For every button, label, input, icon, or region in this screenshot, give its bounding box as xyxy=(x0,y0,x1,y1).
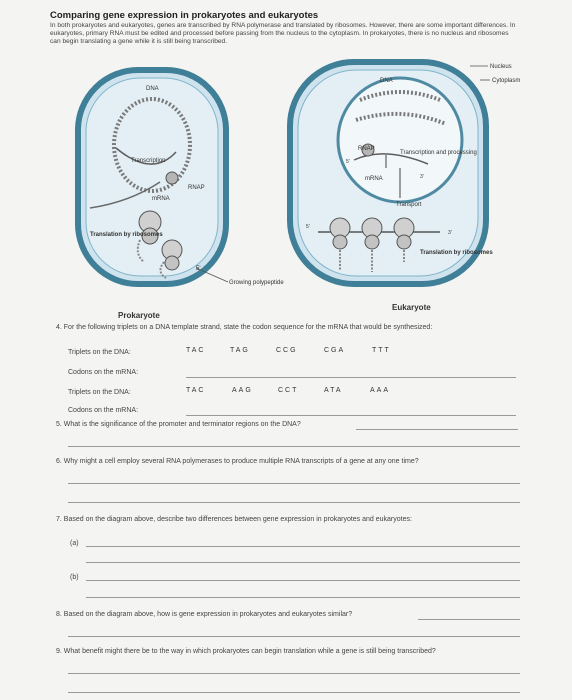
triplet-2-3: CCT xyxy=(278,387,299,394)
answer-line-q9-b[interactable] xyxy=(68,692,520,693)
question-7b-label: (b) xyxy=(70,574,79,581)
prokaryote-ribosome-2 xyxy=(162,240,182,270)
triplet-1-4: CGA xyxy=(324,347,346,354)
triplet-2-1: TAC xyxy=(186,387,206,394)
answer-line-q8-b[interactable] xyxy=(68,636,520,637)
answer-line-q5-b[interactable] xyxy=(68,446,520,447)
eukaryote-ribosome-3 xyxy=(394,218,414,249)
euk-mrna-label: mRNA xyxy=(365,176,383,182)
growing-polypeptide-label: Growing polypeptide xyxy=(229,280,284,286)
answer-line-codons-1[interactable] xyxy=(186,377,516,378)
prok-mrna-label: mRNA xyxy=(152,196,170,202)
euk-cytoplasm-label: Cytoplasm xyxy=(492,78,521,84)
answer-line-q9-a[interactable] xyxy=(68,673,520,674)
euk-three-prime-a-label: 3' xyxy=(420,174,424,180)
euk-transport-label: Transport xyxy=(396,202,422,208)
answer-line-q6-a[interactable] xyxy=(68,483,520,484)
question-5: 5. What is the significance of the promoter and terminator regions on the DNA? xyxy=(56,421,301,428)
euk-five-prime-a-label: 5' xyxy=(346,159,350,165)
codons-label-2: Codons on the mRNA: xyxy=(68,407,139,414)
eukaryote-ribosome-1 xyxy=(330,218,350,249)
prok-five-prime-label: 5' xyxy=(196,266,201,272)
question-8: 8. Based on the diagram above, how is gene expression in prokaryotes and eukaryotes similar? xyxy=(56,611,353,618)
question-6: 6. Why might a cell employ several RNA polymerases to produce multiple RNA transcripts of a gene at any one time? xyxy=(56,458,419,465)
prok-translation-label: Translation by ribosomes xyxy=(90,232,163,238)
prokaryote-cell-inner xyxy=(86,78,218,276)
euk-three-prime-b-label: 3' xyxy=(448,230,452,236)
euk-five-prime-b-label: 5' xyxy=(306,224,310,230)
euk-translation-label: Translation by ribosomes xyxy=(420,250,493,256)
question-7a-label: (a) xyxy=(70,540,79,547)
triplets-label-2: Triplets on the DNA: xyxy=(68,389,131,396)
answer-line-q7a-a[interactable] xyxy=(86,546,520,547)
answer-line-q7a-b[interactable] xyxy=(86,562,520,563)
euk-nucleus-label: Nucleus xyxy=(490,64,512,70)
question-9: 9. What benefit might there be to the way in which prokaryotes can begin translation while a gene is still being transcribed? xyxy=(56,648,436,655)
answer-line-q5-a[interactable] xyxy=(356,429,518,430)
answer-line-q7b-a[interactable] xyxy=(86,580,520,581)
prokaryote-caption: Prokaryote xyxy=(118,311,160,320)
answer-line-q8-a[interactable] xyxy=(418,619,520,620)
triplets-label-1: Triplets on the DNA: xyxy=(68,349,131,356)
euk-rnap-label: RNAP xyxy=(358,146,375,152)
triplet-2-5: AAA xyxy=(370,387,391,394)
question-4: 4. For the following triplets on a DNA template strand, state the codon sequence for the mRNA that would be synthesized: xyxy=(56,324,433,331)
answer-line-q7b-b[interactable] xyxy=(86,597,520,598)
gene-expression-diagram xyxy=(0,0,572,330)
worksheet-title: Comparing gene expression in prokaryotes and eukaryotes xyxy=(50,10,319,21)
prokaryote-ribosome-1 xyxy=(139,211,161,244)
codons-label-1: Codons on the mRNA: xyxy=(68,369,139,376)
triplet-1-3: CCG xyxy=(276,347,298,354)
euk-transcription-label: Transcription and processing xyxy=(400,150,477,156)
triplet-1-5: TTT xyxy=(372,347,391,354)
triplet-2-4: ATA xyxy=(324,387,343,394)
prok-dna-label: DNA xyxy=(146,86,159,92)
euk-dna-label: DNA xyxy=(380,78,393,84)
prok-rnap-label: RNAP xyxy=(188,185,205,191)
answer-line-q6-b[interactable] xyxy=(68,502,520,503)
prok-transcription-label: Transcription xyxy=(131,158,166,164)
intro-paragraph: In both prokaryotes and eukaryotes, genes are transcribed by RNA polymerase and translated by ribosomes. However, there are some important differences. In eukaryotes, primary RNA must be edited and processed before passing from the nucleus to the cytoplasm. In prokaryotes, there is no nucleus and ribosomes can begin translating a gene while it is still being transcribed. xyxy=(50,22,516,45)
triplet-1-2: TAG xyxy=(230,347,250,354)
prokaryote-rnap xyxy=(166,172,178,184)
eukaryote-caption: Eukaryote xyxy=(392,303,431,312)
answer-line-codons-2[interactable] xyxy=(186,415,516,416)
triplet-2-2: AAG xyxy=(232,387,253,394)
triplet-1-1: TAC xyxy=(186,347,206,354)
eukaryote-ribosome-2 xyxy=(362,218,382,249)
question-7: 7. Based on the diagram above, describe two differences between gene expression in prokaryotes and eukaryotes: xyxy=(56,516,412,523)
